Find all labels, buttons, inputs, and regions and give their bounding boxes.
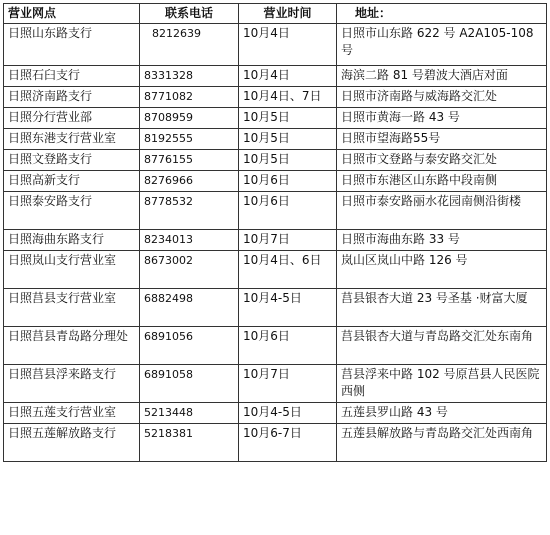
branch-cell: 日照莒县青岛路分理处 <box>4 327 140 365</box>
table-row <box>4 424 547 462</box>
phone-cell: 8778532 <box>140 192 239 230</box>
phone-cell: 8771082 <box>140 87 239 108</box>
table-row <box>4 24 547 66</box>
branch-cell: 日照东港支行营业室 <box>4 129 140 150</box>
header-address: 地址： <box>337 4 547 24</box>
branch-cell: 日照泰安路支行 <box>4 192 140 230</box>
branch-cell: 日照高新支行 <box>4 171 140 192</box>
address-cell: 日照市海曲东路 33 号 <box>337 230 547 251</box>
branch-cell: 日照海曲东路支行 <box>4 230 140 251</box>
branch-hours-table <box>3 3 547 462</box>
address-cell: 日照市山东路 622 号 A2A105-108 号 <box>337 24 547 66</box>
table-row <box>4 289 547 327</box>
phone-cell: 8331328 <box>140 66 239 87</box>
hours-cell: 10月6日 <box>239 171 337 192</box>
address-cell: 日照市黄海一路 43 号 <box>337 108 547 129</box>
table-row <box>4 66 547 87</box>
address-cell: 日照市泰安路丽水花园南侧沿街楼 <box>337 192 547 230</box>
phone-cell: 8708959 <box>140 108 239 129</box>
table-row <box>4 87 547 108</box>
hours-cell: 10月7日 <box>239 365 337 403</box>
table-row <box>4 365 547 403</box>
phone-cell: 8192555 <box>140 129 239 150</box>
phone-cell: 6891058 <box>140 365 239 403</box>
hours-cell: 10月5日 <box>239 150 337 171</box>
address-cell: 岚山区岚山中路 126 号 <box>337 251 547 289</box>
address-cell: 五莲县罗山路 43 号 <box>337 403 547 424</box>
table-header-row <box>4 4 547 24</box>
branch-cell: 日照五莲解放路支行 <box>4 424 140 462</box>
header-hours: 营业时间 <box>239 4 337 24</box>
address-cell: 莒县银杏大道 23 号圣基 ·财富大厦 <box>337 289 547 327</box>
branch-cell: 日照石臼支行 <box>4 66 140 87</box>
table-row <box>4 230 547 251</box>
hours-cell: 10月5日 <box>239 108 337 129</box>
address-cell: 莒县银杏大道与青岛路交汇处东南角 <box>337 327 547 365</box>
branch-cell: 日照五莲支行营业室 <box>4 403 140 424</box>
branch-cell: 日照文登路支行 <box>4 150 140 171</box>
branch-cell: 日照莒县浮来路支行 <box>4 365 140 403</box>
hours-cell: 10月4日、7日 <box>239 87 337 108</box>
branch-cell: 日照岚山支行营业室 <box>4 251 140 289</box>
table-row <box>4 171 547 192</box>
hours-cell: 10月5日 <box>239 129 337 150</box>
address-cell: 莒县浮来中路 102 号原莒县人民医院西侧 <box>337 365 547 403</box>
address-cell: 五莲县解放路与青岛路交汇处西南角 <box>337 424 547 462</box>
table-row <box>4 251 547 289</box>
hours-cell: 10月6日 <box>239 327 337 365</box>
header-branch: 营业网点 <box>4 4 140 24</box>
phone-cell: 5213448 <box>140 403 239 424</box>
table-row <box>4 108 547 129</box>
branch-cell: 日照济南路支行 <box>4 87 140 108</box>
address-cell: 日照市望海路55号 <box>337 129 547 150</box>
address-cell: 日照市文登路与泰安路交汇处 <box>337 150 547 171</box>
address-cell: 日照市东港区山东路中段南侧 <box>337 171 547 192</box>
hours-cell: 10月4日 <box>239 24 337 66</box>
phone-cell: 6882498 <box>140 289 239 327</box>
hours-cell: 10月4-5日 <box>239 403 337 424</box>
address-cell: 海滨二路 81 号碧波大酒店对面 <box>337 66 547 87</box>
phone-cell: 5218381 <box>140 424 239 462</box>
hours-cell: 10月6-7日 <box>239 424 337 462</box>
phone-cell: 8776155 <box>140 150 239 171</box>
phone-cell: 8234013 <box>140 230 239 251</box>
header-phone: 联系电话 <box>140 4 239 24</box>
phone-cell: 8276966 <box>140 171 239 192</box>
hours-cell: 10月4日 <box>239 66 337 87</box>
branch-cell: 日照分行营业部 <box>4 108 140 129</box>
hours-cell: 10月7日 <box>239 230 337 251</box>
table-row <box>4 403 547 424</box>
phone-cell: 8673002 <box>140 251 239 289</box>
address-cell: 日照市济南路与威海路交汇处 <box>337 87 547 108</box>
branch-cell: 日照莒县支行营业室 <box>4 289 140 327</box>
table-row <box>4 327 547 365</box>
phone-cell: 8212639 <box>140 24 239 66</box>
hours-cell: 10月4日、6日 <box>239 251 337 289</box>
phone-cell: 6891056 <box>140 327 239 365</box>
table-row <box>4 129 547 150</box>
hours-cell: 10月4-5日 <box>239 289 337 327</box>
table-row <box>4 192 547 230</box>
branch-cell: 日照山东路支行 <box>4 24 140 66</box>
table-row <box>4 150 547 171</box>
hours-cell: 10月6日 <box>239 192 337 230</box>
